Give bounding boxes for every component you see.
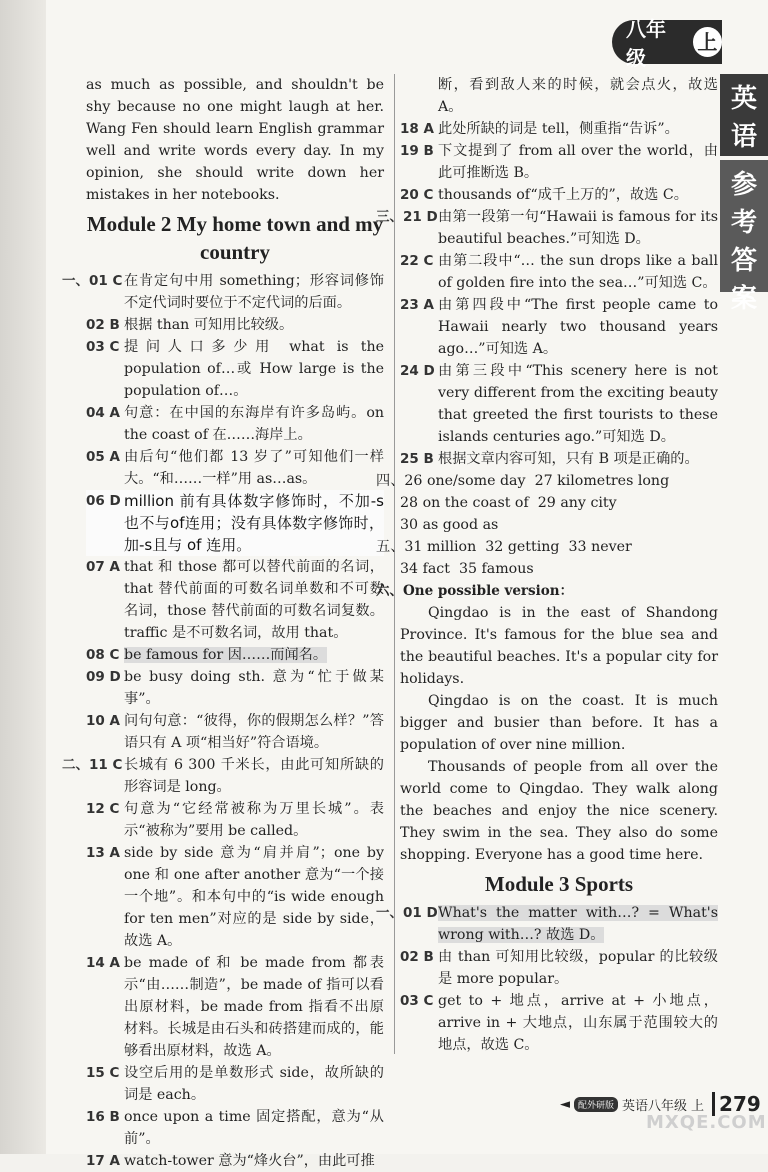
answer-item xyxy=(400,946,718,990)
answer-num: 03 C xyxy=(400,993,434,1009)
answer-num: 15 C xyxy=(86,1065,120,1081)
answer-num: 02 B xyxy=(86,317,120,333)
answer-item xyxy=(86,556,384,644)
answer-num: 24 D xyxy=(400,363,435,379)
side-tab-label: 参考答案 xyxy=(730,170,757,314)
answer-item xyxy=(62,270,384,314)
answer-line xyxy=(376,492,718,514)
answer-text: 提问人口多少用 what is the population of…或 How large is the population of…。 xyxy=(124,339,384,399)
answer-line xyxy=(376,470,718,492)
essay-heading: 六、One possible version： xyxy=(376,583,574,599)
answer-item xyxy=(400,294,718,360)
answer-num: 14 A xyxy=(86,955,120,971)
page-number: 279 xyxy=(712,1092,761,1116)
answer-item xyxy=(86,710,384,754)
answer-text: get to + 地点，arrive at + 小地点，arrive in + 大地点，山东属于范围较大的地点，故选 C。 xyxy=(438,993,718,1053)
answer-line xyxy=(376,536,718,558)
answer-text: million 前有具体数字修饰时，不加-s也不与of连用；没有具体数字修饰时，加-s且与 of 连用。 xyxy=(124,492,384,554)
answer-text: 由第四段中“The first people came to Hawaii nearly two thousand years ago…”可知选 A。 xyxy=(438,297,718,357)
answer-num: 16 B xyxy=(86,1109,120,1125)
module-3-title: Module 3 Sports xyxy=(484,872,634,896)
answer-line xyxy=(376,558,718,580)
answer-item xyxy=(86,1106,384,1150)
answer-num: 三、21 D xyxy=(376,209,438,225)
answer-text: 问句句意：“彼得，你的假期怎么样？”答语只有 A 项“相当好”符合语境。 xyxy=(124,713,384,751)
answer-num: 05 A xyxy=(86,449,120,465)
answer-item xyxy=(376,206,718,250)
answer-text: 根据文章内容可知，只有 B 项是正确的。 xyxy=(438,451,699,467)
arrow-left-icon: ◄ xyxy=(560,1096,570,1112)
intro-text: as much as possible, and shouldn't be shy because no one might laugh at her. Wang Fen should learn English grammar well and write words every day. In my opinion, she should write down her mistakes in her notebooks. xyxy=(86,77,384,203)
answer-num: 04 A xyxy=(86,405,120,421)
answer-item xyxy=(86,336,384,402)
edition-badge: 配外研版 xyxy=(574,1097,618,1112)
answer-item xyxy=(62,754,384,798)
answer-num: 03 C xyxy=(86,339,120,355)
answer-text: 根据 than 可知用比较级。 xyxy=(124,317,294,333)
answer-text: thousands of“成千上万的”，故选 C。 xyxy=(438,187,688,203)
answer-item xyxy=(400,360,718,448)
answer-num: 06 D xyxy=(86,493,121,509)
right-column xyxy=(376,74,718,1056)
answer-entry: 29 any city xyxy=(537,495,617,511)
answer-line xyxy=(376,514,718,536)
answer-num: 18 A xyxy=(400,121,434,137)
watermark: MXQE.COM xyxy=(646,1112,767,1133)
answer-text: 由第二段中“… the sun drops like a ball of golden fire into the sea…”可知选 C。 xyxy=(438,253,718,291)
answer-text: 设空后用的是单数形式 side，故所缺的词是 each。 xyxy=(124,1065,384,1103)
answer-text: side by side 意为“肩并肩”；one by one 和 one after another 意为“一个接一个地”。和本句中的“is wide enough for ten men”对应的是 side by side，故选 A。 xyxy=(124,845,384,949)
answer-text: 此处所缺的词是 tell，侧重指“告诉”。 xyxy=(438,121,679,137)
answer-text: be busy doing sth. 意为“忙于做某事”。 xyxy=(124,669,384,707)
grade-label: 八年级 xyxy=(626,17,666,70)
left-column xyxy=(62,74,384,1172)
answer-num: 25 B xyxy=(400,451,434,467)
answer-entry: 五、31 million xyxy=(376,539,477,555)
answer-text: once upon a time 固定搭配，意为“从前”。 xyxy=(124,1109,384,1147)
answer-entry: 27 kilometres long xyxy=(534,473,670,489)
essay-paragraph: Thousands of people from all over the world come to Qingdao. They walk along the beaches and enjoy the nice scenery. They swim in the sea. They also do some shopping. Everyone has a good time here. xyxy=(400,759,718,863)
answer-num: 19 B xyxy=(400,143,434,159)
answer-text: 下文提到了 from all over the world，由此可推断选 B。 xyxy=(438,143,718,181)
answer-num: 07 A xyxy=(86,559,120,575)
answer-item xyxy=(400,184,718,206)
answer-text: 在肯定句中用 something；形容词修饰不定代词时要位于不定代词的后面。 xyxy=(124,273,384,311)
book-gutter xyxy=(0,0,46,1154)
answer-text-highlighted: What's the matter with…? = What's wrong with…? 故选 D。 xyxy=(438,905,718,943)
answer-text: 句意：在中国的东海岸有许多岛屿。on the coast of 在……海岸上。 xyxy=(124,405,384,443)
answer-entry: 34 fact xyxy=(400,561,450,577)
side-tab-label: 英语 xyxy=(730,84,757,152)
answer-num: 10 A xyxy=(86,713,120,729)
answer-text: 由第一段第一句“Hawaii is famous for its beautiful beaches.”可知选 D。 xyxy=(438,209,718,247)
answer-item xyxy=(86,1150,384,1172)
side-tab-english xyxy=(720,74,768,156)
answer-item xyxy=(400,448,718,470)
answer-item xyxy=(86,314,384,336)
answer-text: 由后句“他们都 13 岁了”可知他们一样大。“和……一样”用 as…as。 xyxy=(124,449,384,487)
answer-item xyxy=(86,644,384,666)
section-5-answers xyxy=(376,536,718,580)
answer-item xyxy=(376,902,718,946)
answer-num: 13 A xyxy=(86,845,120,861)
answer-item xyxy=(400,140,718,184)
answer-item xyxy=(86,402,384,446)
answer-text: 由 than 可知用比较级，popular 的比较级是 more popular。 xyxy=(438,949,718,987)
answer-item xyxy=(400,118,718,140)
answer-num: 一、01 D xyxy=(376,905,438,921)
answer-num: 12 C xyxy=(86,801,120,817)
footer-term: 上 xyxy=(691,1098,705,1114)
answer-num: 二、11 C xyxy=(62,757,123,773)
answer-num: 22 C xyxy=(400,253,434,269)
answer-item xyxy=(86,446,384,490)
answer-item xyxy=(86,1062,384,1106)
answer-item xyxy=(86,666,384,710)
answer-num: 02 B xyxy=(400,949,434,965)
answer-entry: 四、26 one/some day xyxy=(376,473,526,489)
answer-item xyxy=(86,952,384,1062)
answer-num: 09 D xyxy=(86,669,121,685)
side-tab-answers xyxy=(720,160,768,314)
answer-item xyxy=(86,798,384,842)
footer-label: 英语八年级 xyxy=(622,1098,688,1114)
answer-text: be made of 和 be made from 都表示“由……制造”，be made of 指可以看出原材料，be made from 指看不出原材料。长城是由石头和砖搭建而成的，能够看出原材料，故选 A。 xyxy=(124,955,384,1059)
answer-num: 20 C xyxy=(400,187,434,203)
answer-entry: 30 as good as xyxy=(400,517,499,533)
answer-text: 长城有 6 300 千米长，由此可知所缺的形容词是 long。 xyxy=(124,757,384,795)
answer-item xyxy=(400,990,718,1056)
module-2-title: Module 2 My home town and my country xyxy=(86,212,384,264)
answer-entry: 33 never xyxy=(568,539,632,555)
answer-text-highlighted: be famous for 因……而闻名。 xyxy=(124,647,328,663)
answer-entry: 35 famous xyxy=(458,561,534,577)
answer-text: that 和 those 都可以替代前面的名词，that 替代前面的可数名词单数和不可数名词，those 替代前面的可数名词复数。traffic 是不可数名词，故用 that。 xyxy=(124,559,384,641)
answer-num: 23 A xyxy=(400,297,434,313)
answer-entry: 28 on the coast of xyxy=(400,495,529,511)
answer-item xyxy=(400,250,718,294)
grade-tab xyxy=(612,17,722,70)
continued-text: 断，看到敌人来的时候，就会点火，故选 A。 xyxy=(438,77,718,115)
answer-text: 句意为“它经常被称为万里长城”。表示“被称为”要用 be called。 xyxy=(124,801,384,839)
answer-entry: 32 getting xyxy=(485,539,560,555)
term-label: 上 xyxy=(693,27,722,57)
answer-item xyxy=(86,842,384,952)
answer-num: 08 C xyxy=(86,647,120,663)
essay-paragraph: Qingdao is on the coast. It is much bigger and busier than before. It has a population of over nine million. xyxy=(400,693,718,753)
answer-item-overlay xyxy=(86,490,384,556)
answer-text: 由第三段中“This scenery here is not very different from the exciting beauty that greeted the first tourists to these islands centuries ago.”可知选 D。 xyxy=(438,363,718,445)
section-4-answers xyxy=(376,470,718,536)
answer-num: 一、01 C xyxy=(62,273,123,289)
essay-paragraph: Qingdao is in the east of Shandong Province. It's famous for the blue sea and the beautiful beaches. It's a popular city for holidays. xyxy=(400,605,718,687)
answer-num: 17 A xyxy=(86,1153,120,1169)
answer-text: watch-tower 意为“烽火台”，由此可推 xyxy=(124,1153,375,1169)
